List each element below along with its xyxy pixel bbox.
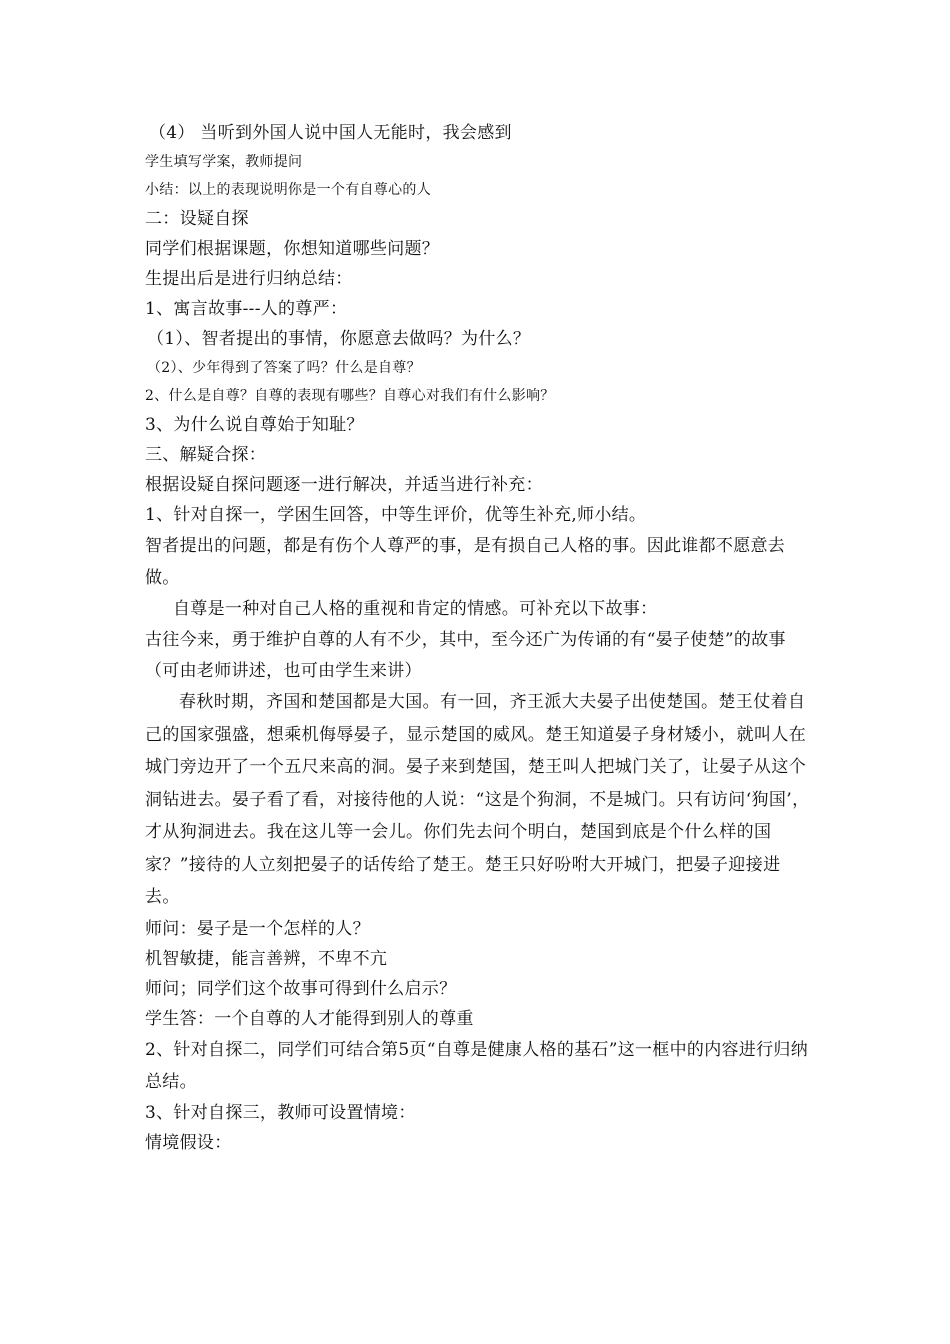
answer-line: 机智敏捷，能言善辨，不卑不亢 xyxy=(145,948,388,969)
paragraph-wrapped: 古往今来，勇于维护自尊的人有不少，其中，至今还广为传诵的有“晏子使楚”的故事 xyxy=(145,630,786,650)
summary-text: 小结：以上的表现说明你是一个有自尊心的人 xyxy=(145,182,431,198)
paragraph-line: 生提出后是进行归纳总结： xyxy=(145,269,353,289)
story-paragraph: 春秋时期，齐国和楚国都是大国。有一回，齐王派大夫晏子出使楚国。楚王仗着自己的国家强盛，想乘机侮辱晏子，显示楚国的威风。楚王知道晏子身材矮小，就叫人在城门旁边开了一个五尺来高的洞。晏子来到楚国，楚王叫人把城门关了，让晏子从这个洞钻进去。晏子看了看，对接待他的人说：“这是个狗洞，不是城门。只有访问‘狗国’，才从狗洞进去。我在这儿等一会儿。你们先去问个明白，楚国到底是个什么样的国家？”接待的人立刻把晏子的话传给了楚王。楚王只好吩咐大开城门，把晏子迎接进去。 xyxy=(145,692,810,907)
scenario-heading: 情境假设： xyxy=(145,1132,232,1153)
section-heading-3: 三、解疑合探： xyxy=(145,445,267,465)
teacher-question: 师问；同学们这个故事可得到什么启示？ xyxy=(145,978,457,999)
paragraph-line: 根据设疑自探问题逐一进行解决，并适当进行补充： xyxy=(145,475,543,495)
paragraph-indented: 自尊是一种对自己人格的重视和肯定的情感。可补充以下故事： xyxy=(173,599,658,619)
list-item-1: 1、寓言故事---人的尊严： xyxy=(145,299,348,319)
paragraph-line: （可由老师讲述，也可由学生来讲） xyxy=(145,661,422,681)
question-item-4: （4） 当听到外国人说中国人无能时，我会感到 xyxy=(149,123,512,143)
list-item-1-answer: 1、针对自探一，学困生回答，中等生评价，优等生补充,师小结。 xyxy=(145,505,647,525)
teacher-question: 师问：晏子是一个怎样的人？ xyxy=(145,918,370,939)
list-item-3: 3、为什么说自尊始于知耻？ xyxy=(145,415,364,435)
paragraph-line: 同学们根据课题，你想知道哪些问题？ xyxy=(145,239,440,259)
document-page xyxy=(145,118,810,1158)
paragraph-wrapped: 智者提出的问题，都是有伤个人尊严的事，是有损自己人格的事。因此谁都不愿意去做。 xyxy=(145,536,786,588)
list-item-2: 2、什么是自尊？自尊的表现有哪些？自尊心对我们有什么影响？ xyxy=(145,388,555,404)
list-item-2-answer: 2、针对自探二，同学们可结合第5页“自尊是健康人格的基石”这一框中的内容进行归纳总结。 xyxy=(145,1039,809,1092)
student-answer: 学生答：一个自尊的人才能得到别人的尊重 xyxy=(145,1008,474,1029)
sub-item-1: （1）、智者提出的事情，你愿意去做吗？为什么？ xyxy=(147,329,531,349)
list-item-3-answer: 3、针对自探三，教师可设置情境： xyxy=(145,1102,416,1123)
section-heading-2: 二：设疑自探 xyxy=(145,209,249,229)
instruction-text: 学生填写学案，教师提问 xyxy=(145,154,303,170)
sub-item-2: （2）、少年得到了答案了吗？什么是自尊？ xyxy=(147,360,421,376)
